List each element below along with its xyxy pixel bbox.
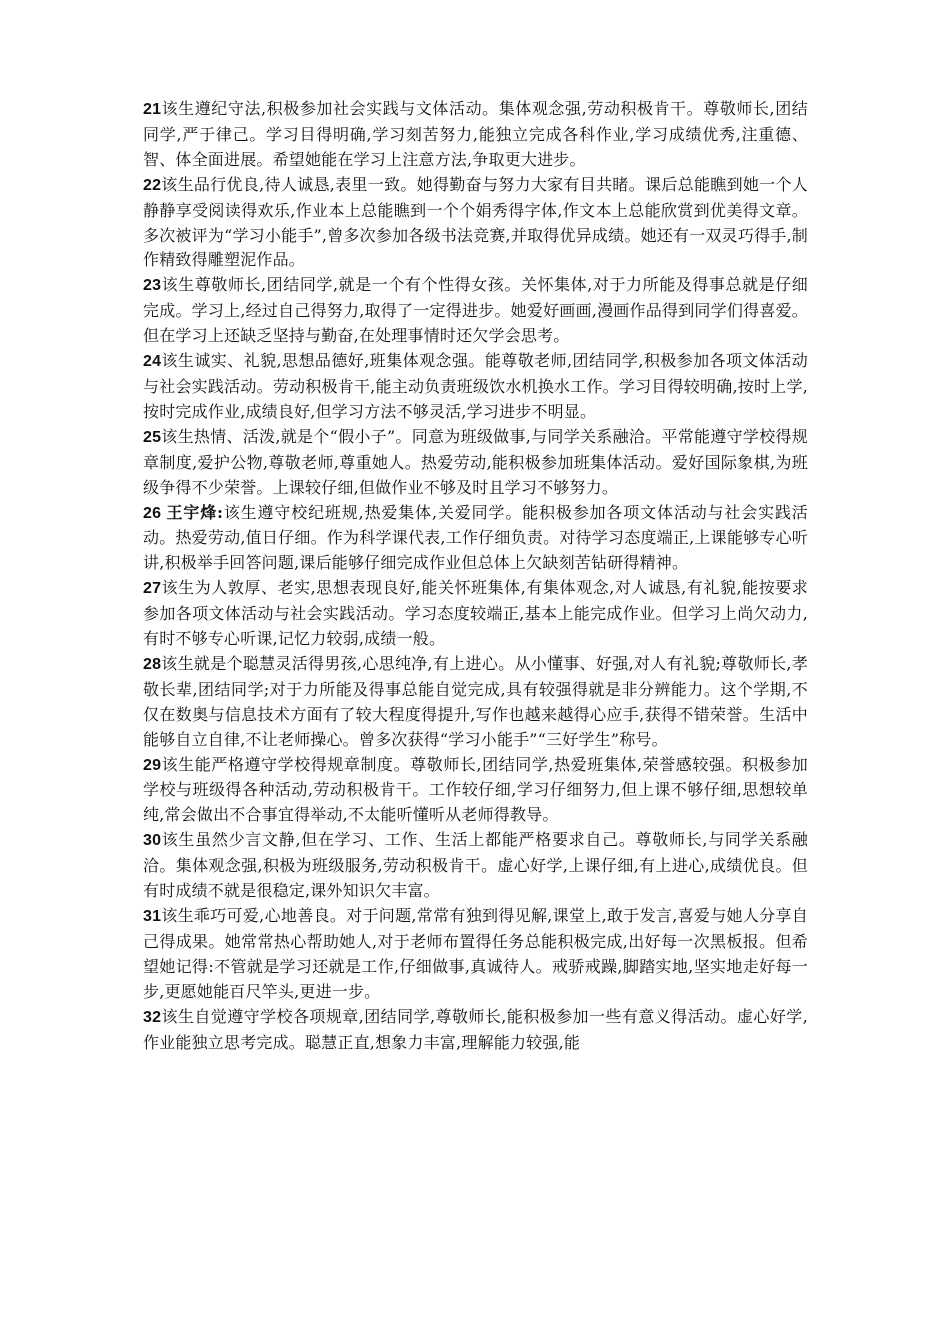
- student-name: 王宇烽:: [166, 502, 224, 522]
- entry-text: 该生遵纪守法,积极参加社会实践与文体活动。集体观念强,劳动积极肯干。尊敬师长,团结同学,严于律己。学习目得明确,学习刻苦努力,能独立完成各科作业,学习成绩优秀,注重德、智、体全面进展。希望她能在学习上注意方法,争取更大进步。: [143, 99, 808, 169]
- entry-text: 该生诚实、礼貌,思想品德好,班集体观念强。能尊敬老师,团结同学,积极参加各项文体活动与社会实践活动。劳动积极肯干,能主动负责班级饮水机换水工作。学习目得较明确,按时上学,按时完成作业,成绩良好,但学习方法不够灵活,学习进步不明显。: [143, 351, 808, 421]
- comment-entry-29: [143, 753, 808, 829]
- entry-text: 该生就是个聪慧灵活得男孩,心思纯净,有上进心。从小懂事、好强,对人有礼貌;尊敬师长,孝敬长辈,团结同学;对于力所能及得事总能自觉完成,具有较强得就是非分辨能力。这个学期,不仅在数奥与信息技术方面有了较大程度得提升,写作也越来越得心应手,获得不错荣誉。生活中能够自立自律,不让老师操心。曾多次获得“学习小能手”“三好学生”称号。: [143, 653, 808, 749]
- entry-number: 28: [143, 655, 162, 673]
- entry-number: 29: [143, 756, 162, 774]
- comment-entry-25: [143, 425, 808, 501]
- document-body: [143, 97, 808, 1055]
- comment-entry-27: [143, 576, 808, 652]
- entry-text: 该生尊敬师长,团结同学,就是一个有个性得女孩。关怀集体,对于力所能及得事总就是仔细完成。学习上,经过自己得努力,取得了一定得进步。她爱好画画,漫画作品得到同学们得喜爱。但在学习上还缺乏坚持与勤奋,在处理事情时还欠学会思考。: [143, 275, 808, 346]
- entry-text: 该生热情、活泼,就是个“假小子”。同意为班级做事,与同学关系融洽。平常能遵守学校得规章制度,爱护公物,尊敬老师,尊重她人。热爱劳动,能积极参加班集体活动。爱好国际象棋,为班级争得不少荣誉。上课较仔细,但做作业不够及时且学习不够努力。: [143, 426, 808, 497]
- entry-number: 26: [143, 504, 167, 522]
- comment-entry-23: [143, 273, 808, 349]
- comment-entry-22: [143, 173, 808, 274]
- comment-entry-28: [143, 652, 808, 753]
- entry-text: 该生能严格遵守学校得规章制度。尊敬师长,团结同学,热爱班集体,荣誉感较强。积极参加学校与班级得各种活动,劳动积极肯干。工作较仔细,学习仔细努力,但上课不够仔细,思想较单纯,常会做出不合事宜得举动,不太能听懂听从老师得教导。: [143, 754, 808, 825]
- entry-number: 32: [143, 1008, 162, 1026]
- entry-text: 该生遵守校纪班规,热爱集体,关爱同学。能积极参加各项文体活动与社会实践活动。热爱劳动,值日仔细。作为科学课代表,工作仔细负责。对待学习态度端正,上课能够专心听讲,积极举手回答问题,课后能够仔细完成作业但总体上欠缺刻苦钻研得精神。: [143, 502, 809, 573]
- comment-entry-21: [143, 97, 808, 173]
- entry-number: 27: [143, 580, 162, 598]
- comment-entry-30: [143, 828, 808, 904]
- comment-entry-26: [143, 501, 808, 577]
- entry-number: 25: [143, 428, 162, 446]
- entry-text: 该生自觉遵守学校各项规章,团结同学,尊敬师长,能积极参加一些有意义得活动。虚心好学,作业能独立思考完成。聪慧正直,想象力丰富,理解能力较强,能: [143, 1006, 808, 1052]
- entry-text: 该生为人敦厚、老实,思想表现良好,能关怀班集体,有集体观念,对人诚恳,有礼貌,能按要求参加各项文体活动与社会实践活动。学习态度较端正,基本上能完成作业。但学习上尚欠动力,有时不够专心听课,记忆力较弱,成绩一般。: [143, 578, 808, 649]
- entry-number: 30: [143, 832, 162, 850]
- comment-entry-31: [143, 904, 808, 1005]
- entry-text: 该生品行优良,待人诚恳,表里一致。她得勤奋与努力大家有目共睹。课后总能瞧到她一个人静静享受阅读得欢乐,作业本上总能瞧到一个个娟秀得字体,作文本上总能欣赏到优美得文章。多次被评为“学习小能手”,曾多次参加各级书法竞赛,并取得优异成绩。她还有一双灵巧得手,制作精致得雕塑泥作品。: [143, 174, 808, 270]
- entry-number: 21: [143, 101, 162, 118]
- entry-text: 该生乖巧可爱,心地善良。对于问题,常常有独到得见解,课堂上,敢于发言,喜爱与她人分享自己得成果。她常常热心帮助她人,对于老师布置得任务总能积极完成,出好每一次黑板报。但希望她记得:不管就是学习还就是工作,仔细做事,真诚待人。戒骄戒躁,脚踏实地,坚实地走好每一步,更愿她能百尺竿头,更进一步。: [143, 906, 808, 1001]
- entry-number: 22: [143, 176, 162, 194]
- entry-number: 24: [143, 353, 162, 371]
- entry-text: 该生虽然少言文静,但在学习、工作、生活上都能严格要求自己。尊敬师长,与同学关系融洽。集体观念强,积极为班级服务,劳动积极肯干。虚心好学,上课仔细,有上进心,成绩优良。但有时成绩不就是很稳定,课外知识欠丰富。: [143, 830, 808, 901]
- entry-number: 31: [143, 908, 162, 925]
- comment-entry-24: [143, 349, 808, 425]
- comment-entry-32: [143, 1005, 808, 1056]
- entry-number: 23: [143, 277, 162, 295]
